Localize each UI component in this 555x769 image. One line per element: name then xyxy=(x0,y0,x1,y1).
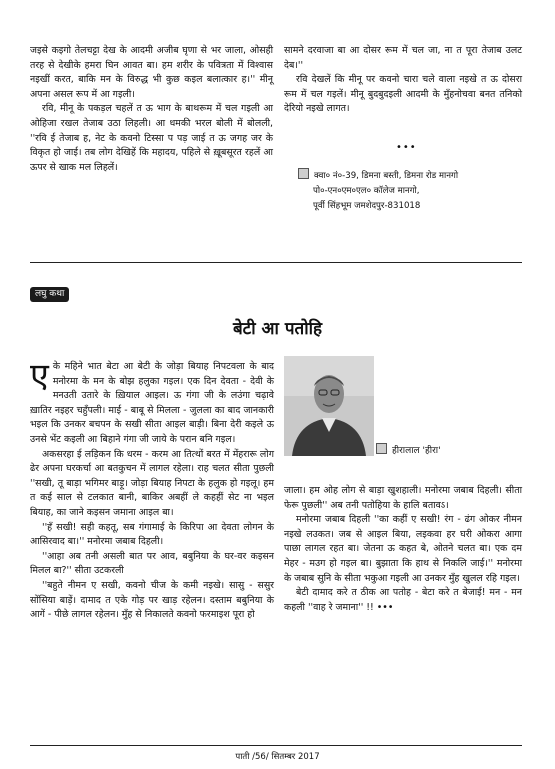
story-title: बेटी आ पतोहि xyxy=(232,319,323,339)
paragraph: बेटी दामाद करे त ठीक आ पतोह - बेटा करे त बेजाई! मन - मन कहली ''वाह रे जमाना'' !! ••• xyxy=(284,587,522,613)
address-line: क्वा० नं०-39, डिमना बस्ती, डिमना रोड मानगो xyxy=(298,168,458,184)
top-left-column xyxy=(30,44,273,175)
paragraph: सामने दरवाजा बा आ दोसर रूम में चल जा, ना त पूरा तेजाब उलट देब।'' xyxy=(284,45,522,71)
paragraph: अकसरहा ई लड़िकन कि धरम - करम आ तित्थों बरत में मेंहरारू लोग ढेर अपना घरकर्चा आ बतकुचन में लागल रहेला। राह चलत सीता पुछली ''सखी, तू बाड़ा भगिमर बाड़ू। जोड़ा बियाह निपटा के हलुक हो गइलू। हम त कई साल से टलकात बानी, बाकिर अबहीं ले कहहीं सेट ना भइल बियाह, का जाने कइसन जमाना आइल बा। xyxy=(30,448,274,518)
drop-cap: ए xyxy=(30,356,49,396)
story-left-column xyxy=(30,356,274,623)
author-photo xyxy=(284,356,374,456)
author-address xyxy=(298,168,458,214)
caption-bullet-icon xyxy=(376,443,387,454)
address-bullet-icon xyxy=(298,168,309,179)
paragraph: ''हँ सखी! सही कहतू, सब गंगामाई के किरिपा आ देवता लोगन के आसिरवाद बा।'' मनोरमा जबाब दिहली। xyxy=(30,521,274,548)
paragraph: जइसे कइगो तेलचट्टा देख के आदमी अजीब घृणा से भर जाला, ओसही तरह से देखीके हमरा घिन आवत बा। हम शरीर के पवित्रता में विश्वास नइखीं करत, बाकि मन के विरुद्ध भी कुछ कइल बलात्कार ह।'' मीनू अपना असल रूप में आ गइली। xyxy=(30,45,273,100)
top-right-column xyxy=(284,44,522,117)
paragraph: ''बहुते नीमन ए सखी, कवनो चीज के कमी नइखे। सासु - ससुर सोंसिया बाड़ें। दामाद त एके गोड़ पर खाड़ रहेलन। दस्ताम बबुनिया के आगें - पीछे लागल रहेलन। मुँह से निकालते कवनो फरमाइश पूरा हो xyxy=(30,579,274,621)
paragraph: एके महिने भात बेटा आ बेटी के जोड़ा बियाह निपटवला के बाद मनोरमा के मन के बोझ हलुका गइल। एक दिन देवता - देवी के मनउती उतारे के ख़ियाल आइल। ऊ गंगा जी के लउंगा चढ़ावे ख़ातिर नइहर चहुँपली। माई - बाबू से मिलला - जुलला का बाद जानकारी भइल कि उनकर बचपन के सखी सीता आइल बाड़ी। बिना देरी कइले ऊ उनसे भेंट कइली आ बिहाने गंगा जी जाये के परान बनि गइल। xyxy=(30,356,274,445)
ornament: ••• xyxy=(396,142,417,153)
section-divider xyxy=(30,262,522,263)
address-line: पूर्वी सिंहभूम जमशेदपुर-831018 xyxy=(313,201,421,211)
paragraph: मनोरमा जबाब दिहली ''का कहीं ए सखी! रंग - ढंग ओकर नीमन नइखे लउकत। जब से आइल बिया, लइकवा हर घरी ओकरा आगा पाछा लागल रहत बा। जेतना ऊ कहत बे, ओतने चलत बा। एक दम मेहर - मउग हो गइल बा। बुझाता कि हाथ से निकलि जाई।'' मनोरमा के जबाब सुनि के सीता भकुआ गइली आ उनकर मुँह खुलल रहि गइल। xyxy=(284,514,522,584)
story-right-column xyxy=(284,484,522,615)
author-caption: हीरालाल 'हीरा' xyxy=(376,443,441,457)
paragraph: रवि देखलें कि मीनू पर कवनो चारा चले वाला नइखे त ऊ दोसरा रूम में चल गइलें। मीनू बुदबुदइली आदमी के मुँहनोचवा बनत तनिको देरियो नइखे लागत। xyxy=(284,74,522,115)
page-footer: पाती /56/ सितम्बर 2017 xyxy=(235,752,320,762)
address-line: पो०-एन०एम०एल० कॉलेज मानगो, xyxy=(313,186,420,196)
footer-divider xyxy=(30,745,522,746)
end-ornament: ••• xyxy=(376,601,394,613)
paragraph: रवि, मीनू के पकड़ल चहलें त ऊ भाग के बाथरूम में चल गइली आ ओहिजा रखल तेजाब उठा लिहली। आ धमकी भरल बोली में बोलली, ''रवि ई तेजाब ह, नेट के कवनो टिस्सा प पड़ जाई त ऊ जगह जर के विकृत हो जाई। तब लोग देखिहें कि महादय, पहिले से ख़ूबसूरत रहलें आ ऊपर से खाक मल लिहलें। xyxy=(30,103,273,173)
section-tag: लघु कथा xyxy=(30,287,69,302)
paragraph: जाला। हम ओह लोग से बाड़ा खुशहाली। मनोरमा जबाब दिहली। सीता फेरू पुछली'' अब तनी पतोहिया के हालि बतावऽ। xyxy=(284,485,522,511)
paragraph: ''आहा अब तनी असली बात पर आव, बबुनिया के घर-वर कइसन मिलल बा?'' सीता उटकरली xyxy=(30,550,274,577)
